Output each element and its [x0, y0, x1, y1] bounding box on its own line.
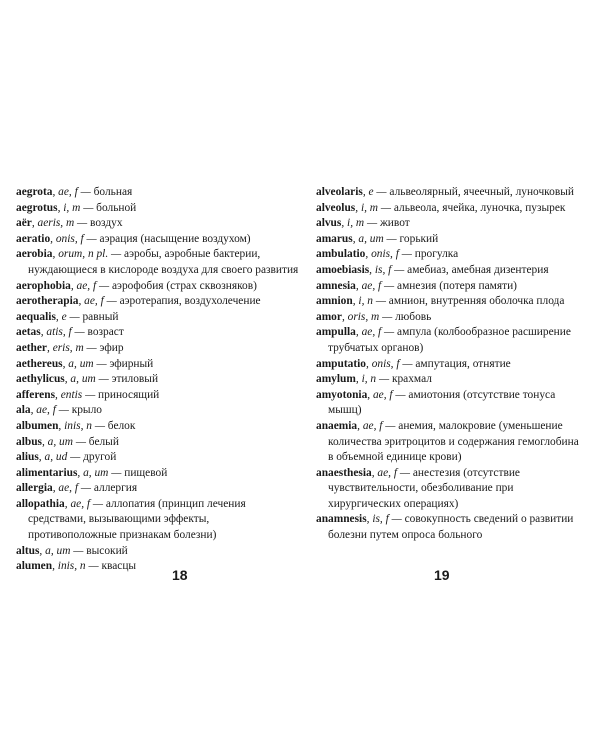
entry-lemma: albus — [16, 435, 42, 448]
dictionary-entry — [16, 419, 299, 435]
entry-definition: эфирный — [106, 357, 154, 370]
entry-definition: крахмал — [389, 373, 432, 386]
entry-grammar: , inis, n — — [52, 560, 99, 573]
dictionary-entry — [16, 185, 299, 201]
entry-lemma: alumen — [16, 560, 53, 573]
dictionary-entry — [316, 372, 586, 388]
dictionary-entry — [316, 512, 586, 543]
entry-lemma: amputatio — [316, 357, 366, 370]
dictionary-entry — [16, 559, 299, 575]
dictionary-entry — [316, 216, 586, 232]
entry-lemma: aequalis — [16, 310, 56, 323]
entry-definition: возраст — [84, 326, 124, 339]
entry-grammar: , a, um — — [77, 466, 122, 479]
entry-grammar: , a, ud — — [38, 451, 81, 464]
entry-definition: живот — [377, 217, 410, 230]
entry-lemma: aetas — [16, 326, 41, 339]
entry-grammar: , eris, m — — [47, 341, 97, 354]
entry-definition: воздух — [87, 217, 123, 230]
entry-grammar: , ae, f — — [64, 497, 104, 510]
entry-lemma: amor — [316, 310, 342, 323]
entry-definition: амнезия (потеря памяти) — [394, 279, 517, 292]
dictionary-entry — [16, 357, 299, 373]
entry-grammar: , ae, f — — [30, 404, 69, 417]
entry-grammar: , ae, f — — [367, 388, 406, 401]
left-page-column — [16, 185, 299, 575]
entry-lemma: alvus — [316, 217, 342, 230]
entry-grammar: , i, n — — [355, 373, 390, 386]
entry-definition: альвеола, ячейка, луночка, пузырек — [391, 201, 566, 214]
entry-grammar: , atis, f — — [40, 326, 85, 339]
entry-definition: ампула (колбообразное расширение трубчатых органов) — [328, 326, 571, 354]
entry-grammar: , onis, f — — [365, 248, 412, 261]
entry-definition: горький — [396, 232, 439, 245]
dictionary-entry — [16, 388, 299, 404]
entry-lemma: albumen — [16, 419, 59, 432]
entry-lemma: anaesthesia — [316, 466, 372, 479]
dictionary-entry — [16, 466, 299, 482]
entry-grammar: , e — — [55, 310, 80, 323]
entry-definition: аллергия — [91, 482, 138, 495]
dictionary-entry — [16, 403, 299, 419]
entry-definition: анестезия (отсутствие чувствительности, обезболивание при хирургических операциях) — [328, 466, 520, 510]
entry-grammar: , a, um — — [62, 357, 107, 370]
entry-definition: больная — [90, 186, 133, 198]
entry-definition: аэрофобия (страх сквозняков) — [109, 279, 257, 292]
entry-definition: этиловый — [108, 373, 159, 386]
dictionary-entry — [16, 450, 299, 466]
dictionary-entry — [316, 279, 586, 295]
dictionary-entry — [316, 419, 586, 466]
entry-definition: аэротерапия, воздухолечение — [116, 295, 261, 308]
entry-grammar: , ae, f — — [355, 279, 395, 292]
entry-definition: аэрация (насыщение воздухом) — [96, 232, 251, 245]
entry-grammar: , inis, n — — [58, 419, 105, 432]
entry-lemma: ambulatio — [316, 248, 366, 261]
entry-lemma: aethylicus — [16, 373, 65, 386]
entry-definition: совокупность сведений о развитии болезни путем опроса больного — [328, 513, 574, 542]
dictionary-entry — [16, 201, 299, 217]
right-page-column — [316, 185, 586, 544]
entry-lemma: amoebiasis — [316, 263, 370, 276]
entry-grammar: , aeris, m — — [31, 217, 88, 230]
entry-lemma: aegrotus — [16, 201, 58, 214]
entry-grammar: , a, um — — [39, 544, 84, 557]
entry-grammar: , ae, f — — [357, 419, 396, 432]
entry-lemma: aether — [16, 341, 47, 354]
entry-lemma: aër — [16, 217, 32, 230]
entry-grammar: , ae, f — — [52, 482, 91, 495]
dictionary-entry — [16, 216, 299, 232]
entry-lemma: aerotherapia — [16, 295, 79, 308]
entry-definition: крыло — [68, 404, 102, 417]
dictionary-entry — [316, 325, 586, 356]
dictionary-entry — [16, 325, 299, 341]
entry-grammar: , is, f — — [366, 513, 402, 526]
entry-grammar: , orum, n pl. — — [52, 248, 122, 261]
entry-grammar: , i, m — — [341, 217, 378, 230]
entry-lemma: anaemia — [316, 419, 358, 432]
entry-definition: эфир — [96, 341, 124, 354]
entry-definition: больной — [93, 201, 137, 214]
dictionary-entry — [16, 279, 299, 295]
entry-grammar: , onis, f — — [50, 232, 97, 245]
left-page-number: 18 — [172, 567, 188, 583]
dictionary-entry — [16, 247, 299, 278]
entry-grammar: , entis — — [55, 388, 96, 401]
entry-definition: другой — [80, 451, 117, 464]
entry-grammar: , a, um — — [41, 435, 86, 448]
entry-grammar: , a, um — — [352, 232, 397, 245]
dictionary-entry — [316, 201, 586, 217]
entry-lemma: amylum — [316, 373, 356, 386]
entry-definition: пищевой — [121, 466, 168, 479]
entry-definition: белок — [104, 419, 136, 432]
entry-grammar: , i, m — — [355, 201, 392, 214]
entry-lemma: ala — [16, 404, 31, 417]
entry-grammar: , oris, m — — [341, 310, 393, 323]
dictionary-entry — [16, 310, 299, 326]
dictionary-entry — [16, 372, 299, 388]
entry-grammar: , is, f — — [369, 263, 405, 276]
entry-lemma: amnesia — [316, 279, 356, 292]
entry-definition: квасцы — [98, 560, 137, 573]
entry-lemma: amarus — [316, 232, 353, 245]
dictionary-entry — [316, 232, 586, 248]
entry-lemma: aeratio — [16, 232, 51, 245]
entry-definition: анемия, малокровие (уменьшение количества эритроцитов и содержания гемоглобина в объемной единице крови) — [328, 419, 579, 464]
entry-definition: высокий — [83, 544, 128, 557]
dictionary-entry — [16, 294, 299, 310]
dictionary-entry — [16, 497, 299, 544]
entry-grammar: , i, m — — [57, 201, 94, 214]
entry-grammar: , ae, f — — [78, 295, 117, 308]
entry-lemma: anamnesis — [316, 513, 367, 526]
dictionary-entry — [16, 435, 299, 451]
dictionary-entry — [316, 388, 586, 419]
entry-lemma: ampulla — [316, 326, 356, 339]
entry-grammar: , onis, f — — [366, 357, 413, 370]
entry-lemma: alimentarius — [16, 466, 78, 479]
entry-lemma: allergia — [16, 482, 53, 495]
entry-grammar: , i, n — — [352, 295, 386, 308]
entry-lemma: altus — [16, 544, 40, 557]
entry-definition: белый — [85, 435, 119, 448]
entry-lemma: aegrota — [16, 186, 53, 198]
dictionary-entry — [316, 185, 586, 201]
dictionary-entry — [16, 232, 299, 248]
dictionary-entry — [16, 341, 299, 357]
dictionary-entry — [16, 481, 299, 497]
entry-lemma: aerophobia — [16, 279, 71, 292]
entry-grammar: , ae, f — — [371, 466, 410, 479]
entry-definition: прогулка — [411, 248, 459, 261]
entry-lemma: aethereus — [16, 357, 63, 370]
entry-grammar: , a, um — — [64, 373, 109, 386]
entry-lemma: amyotonia — [316, 388, 368, 401]
entry-definition: любовь — [392, 310, 432, 323]
entry-lemma: alveolus — [316, 201, 356, 214]
dictionary-entry — [316, 310, 586, 326]
dictionary-entry — [316, 466, 586, 513]
entry-grammar: , e — — [362, 186, 387, 198]
entry-lemma: aerobia — [16, 248, 53, 261]
entry-definition: альвеолярный, ячеечный, луночковый — [386, 186, 574, 198]
dictionary-entry — [316, 294, 586, 310]
entry-grammar: , ae, f — — [52, 186, 91, 198]
entry-definition: ампутация, отнятие — [412, 357, 511, 370]
entry-lemma: alveolaris — [316, 186, 363, 198]
entry-definition: амнион, внутренняя оболочка плода — [385, 295, 565, 308]
entry-lemma: allopathia — [16, 497, 65, 510]
entry-definition: амиотония (отсутствие тонуса мышц) — [328, 388, 556, 417]
entry-definition: аллопатия (принцип лечения средствами, вызывающими эффекты, противоположные признакам болезни) — [28, 497, 246, 542]
right-page-number: 19 — [434, 567, 450, 583]
entry-grammar: , ae, f — — [70, 279, 110, 292]
dictionary-entry — [316, 247, 586, 263]
entry-lemma: afferens — [16, 388, 56, 401]
entry-definition: равный — [79, 310, 119, 323]
entry-definition: приносящий — [95, 388, 160, 401]
entry-lemma: amnion — [316, 295, 353, 308]
dictionary-entry — [316, 357, 586, 373]
entry-definition: аэробы, аэробные бактерии, нуждающиеся в кислороде воздуха для своего развития — [28, 248, 299, 276]
entry-grammar: , ae, f — — [355, 326, 395, 339]
entry-lemma: alius — [16, 451, 39, 464]
dictionary-entry — [16, 544, 299, 560]
entry-definition: амебиаз, амебная дизентерия — [404, 263, 549, 276]
dictionary-entry — [316, 263, 586, 279]
